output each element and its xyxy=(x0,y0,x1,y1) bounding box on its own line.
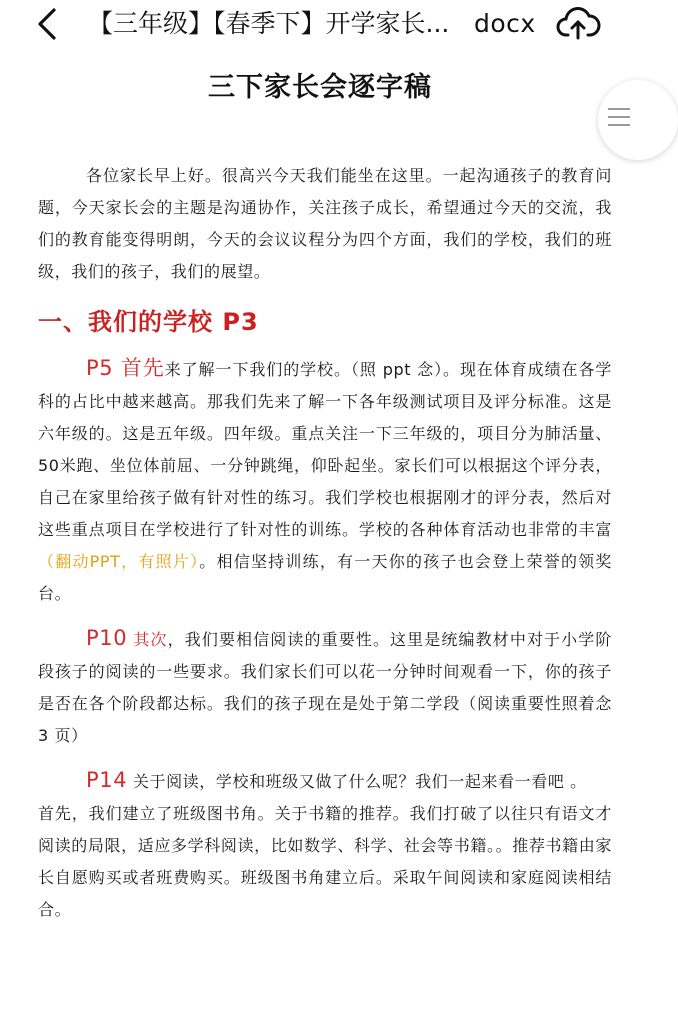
paragraph-p5 xyxy=(38,352,612,610)
slide-label-p5: P5 首先 xyxy=(86,356,165,380)
menu-icon xyxy=(606,106,632,128)
intro-paragraph: 各位家长早上好。很高兴今天我们能坐在这里。一起沟通孩子的教育问题，今天家长会的主题是沟通协作，关注孩子成长，希望通过今天的交流，我们的教育能变得明朗，今天的会议议程分为四个方面，我们的学校，我们的班级，我们的孩子，我们的展望。 xyxy=(38,166,612,281)
file-extension: docx xyxy=(474,9,536,38)
file-name: 【三年级】【春季下】开学家长... xyxy=(88,9,450,38)
paragraph-p14 xyxy=(38,764,612,798)
paragraph-p14-body: 首先，我们建立了班级图书角。关于书籍的推荐。我们打破了以往只有语文才阅读的局限，适应多学科阅读，比如数学、科学、社会等书籍。。推荐书籍由家长自愿购买或者班费购买。班级图书角建立后。采取午间阅读和家庭阅读相结合。 xyxy=(38,804,612,919)
top-bar xyxy=(0,0,640,50)
chevron-left-icon xyxy=(28,4,68,44)
cloud-upload-button[interactable] xyxy=(556,2,600,44)
slide-label-p14: P14 xyxy=(86,768,128,792)
paragraph-p10 xyxy=(38,622,612,752)
p14-text: 关于阅读，学校和班级又做了什么呢？我们一起来看一看吧 。 xyxy=(127,772,587,791)
outline-menu-button[interactable] xyxy=(598,80,678,160)
section-heading-school: 一、我们的学校 P3 xyxy=(38,308,259,336)
p10-text: ，我们要相信阅读的重要性。这里是统编教材中对于小学阶段孩子的阅读的一些要求。我们家长们可以花一分钟时间观看一下，你的孩子是否在各个阶段都达标。我们的孩子现在是处于第二学段（阅读重要性照着念 3 页） xyxy=(38,630,612,745)
back-button[interactable] xyxy=(28,4,68,44)
document-body xyxy=(38,160,612,926)
p5-text-b: 。相信坚持训练，有一天你的孩子也会登上荣誉的领奖台。 xyxy=(38,552,613,603)
page-title: 三下家长会逐字稿 xyxy=(208,72,432,103)
p5-note: （翻动PPT，有照片） xyxy=(38,552,200,571)
document-title-bar xyxy=(88,6,536,42)
p5-text-a: 来了解一下我们的学校。（照 ppt 念）。现在体育成绩在各学科的占比中越来越高。那我们先来了解一下各年级测试项目及评分标准。这是六年级的。这是五年级。四年级。重点关注一下三年级的，项目分为肺活量、50米跑、坐位体前屈、一分钟跳绳，仰卧起坐。家长们可以根据这个评分表，自己在家里给孩子做有针对性的练习。我们学校也根据刚才的评分表，然后对这些重点项目在学校进行了针对性的训练。学校的各种体育活动也非常的丰富 xyxy=(38,360,612,539)
cloud-upload-icon xyxy=(556,2,600,44)
p10-keyword: 其次 xyxy=(127,630,168,649)
slide-label-p10: P10 xyxy=(86,626,128,650)
